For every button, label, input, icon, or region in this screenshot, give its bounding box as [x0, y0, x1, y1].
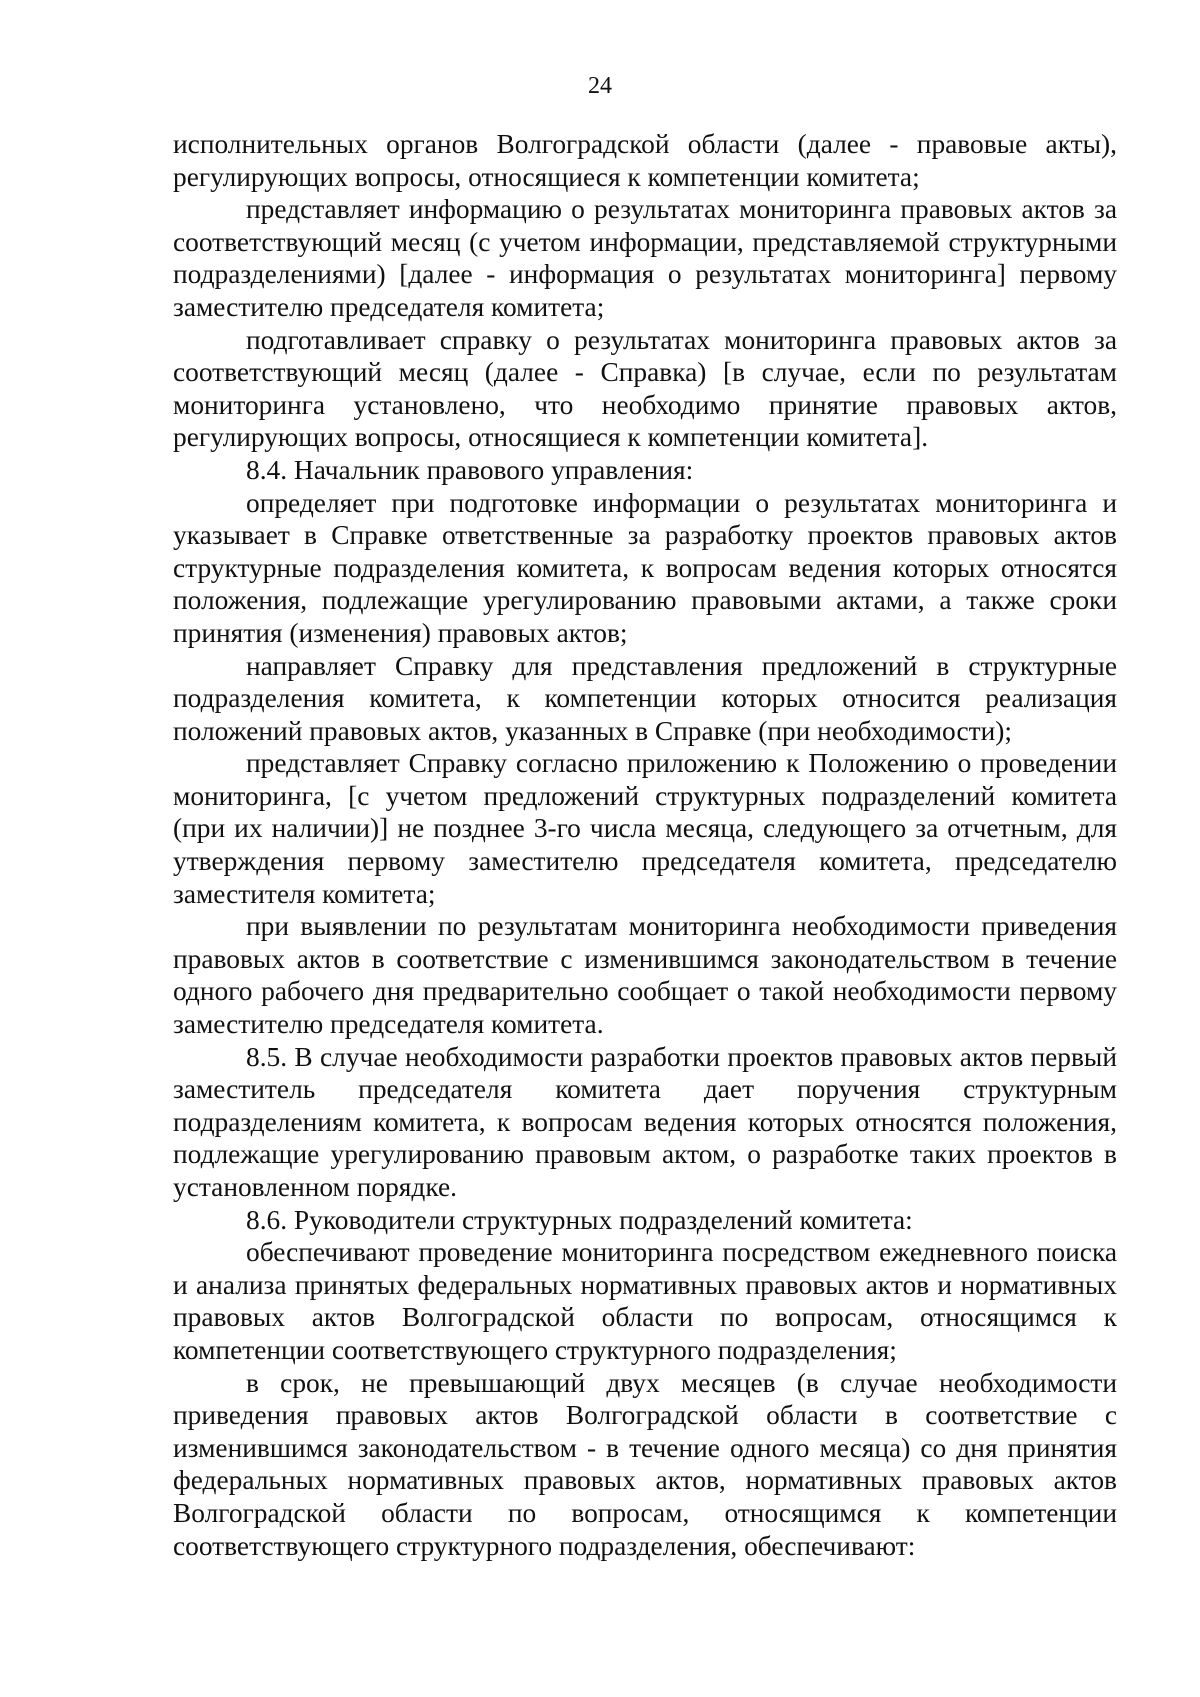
paragraph-upon-detection: при выявлении по результатам мониторинга необходимости приведения правовых актов в соответствие с изменившимся законодательством в течение одного рабочего дня предварительно сообщает о такой необходимости первому заместителю председателя комитета.	[173, 911, 1117, 1040]
paragraph-ensure-monitoring: обеспечивают проведение мониторинга посредством ежедневного поиска и анализа принятых федеральных нормативных правовых актов и нормативных правовых актов Волгоградской области по вопросам, относящимся к компетенции соответствующего структурного подразделения;	[173, 1237, 1117, 1365]
paragraph-monitoring-info: представляет информацию о результатах мониторинга правовых актов за соответствующий месяц (с учетом информации, представляемой структурными подразделениями) [далее - информация о результатах мониторинга] первому заместителю председателя комитета;	[173, 194, 1117, 322]
document-body	[173, 128, 1117, 1562]
paragraph-prepares-reference: подготавливает справку о результатах мониторинга правовых актов за соответствующий месяц (далее - Справка) [в случае, если по результатам мониторинга установлено, что необходимо принятие правовых актов, регулирующих вопросы, относящиеся к компетенции комитета].	[173, 324, 1117, 453]
paragraph-continuation: исполнительных органов Волгоградской области (далее - правовые акты), регулирующих вопросы, относящиеся к компетенции комитета;	[173, 129, 1117, 192]
paragraph-submits-reference: представляет Справку согласно приложению к Положению о проведении мониторинга, [с учетом предложений структурных подразделений комитета (при их наличии)] не позднее 3-го числа месяца, следующего за отчетным, для утверждения первому заместителю председателя комитета, председателю заместителя комитета;	[173, 748, 1117, 909]
paragraph-deadline: в срок, не превышающий двух месяцев (в случае необходимости приведения правовых актов Волгоградской области в соответствие с изменившимся законодательством - в течение одного месяца) со дня принятия федеральных нормативных правовых актов, нормативных правовых актов Волгоградской области по вопросам, относящимся к компетенции соответствующего структурного подразделения, обеспечивают:	[173, 1367, 1117, 1561]
section-heading-8-6: 8.6. Руководители структурных подразделений комитета:	[246, 1204, 913, 1235]
page-number: 24	[588, 73, 612, 99]
paragraph-determines: определяет при подготовке информации о результатах мониторинга и указывает в Справке ответственные за разработку проектов правовых актов структурные подразделения комитета, к вопросам ведения которых относятся положения, подлежащие урегулированию правовыми актами, а также сроки принятия (изменения) правовых актов;	[173, 487, 1117, 648]
section-heading-8-4: 8.4. Начальник правового управления:	[246, 454, 694, 485]
paragraph-sends-reference: направляет Справку для представления предложений в структурные подразделения комитета, к компетенции которых относится реализация положений правовых актов, указанных в Справке (при необходимости);	[173, 650, 1117, 746]
section-8-5: 8.5. В случае необходимости разработки проектов правовых актов первый заместитель председателя комитета дает поручения структурным подразделениям комитета, к вопросам ведения которых относятся положения, подлежащие урегулированию правовым актом, о разработке таких проектов в установленном порядке.	[173, 1041, 1117, 1202]
